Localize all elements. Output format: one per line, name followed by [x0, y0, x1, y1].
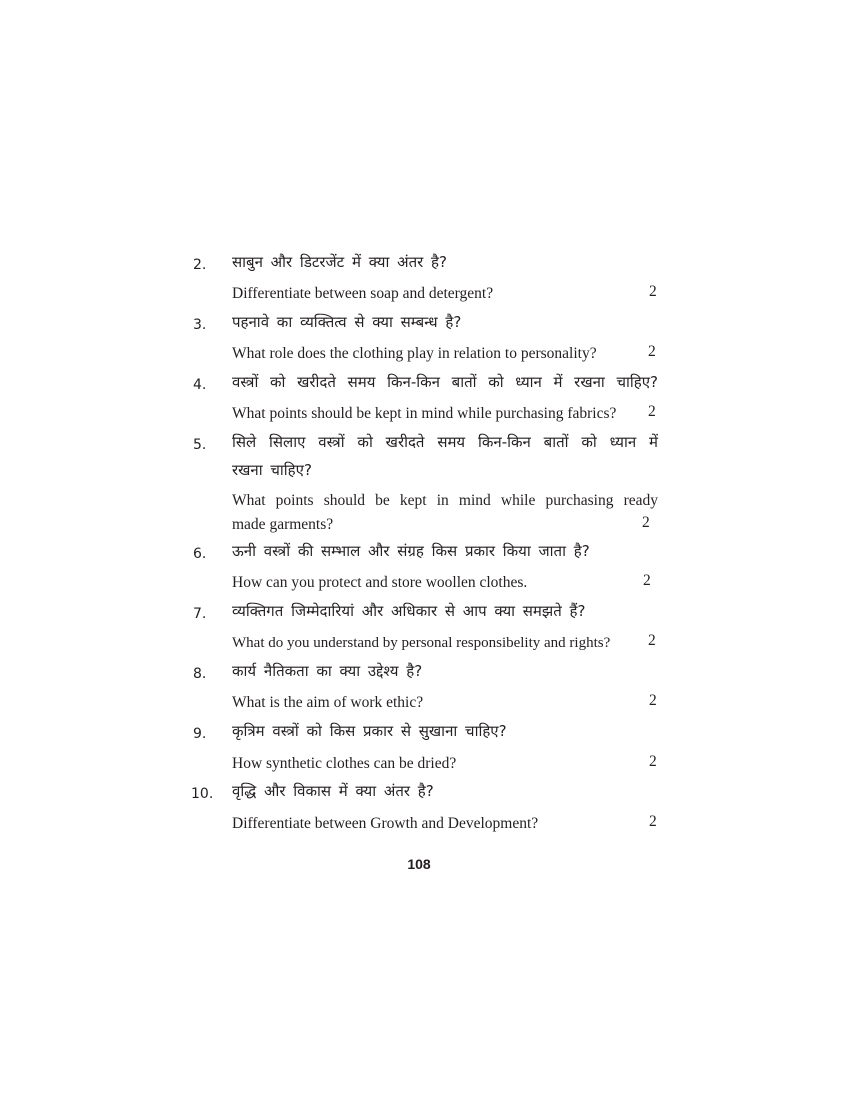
question-hindi: वृद्धि और विकास में क्या अंतर है? — [232, 782, 434, 800]
question-hindi: कृत्रिम वस्त्रों को किस प्रकार से सुखाना चाहिए? — [232, 722, 507, 740]
question-hindi: ऊनी वस्त्रों की सम्भाल और संग्रह किस प्रकार किया जाता है? — [232, 542, 590, 560]
question-hindi: व्यक्तिगत जिम्मेदारियां और अधिकार से आप क्या समझते हैं? — [232, 602, 586, 620]
question-number: 9. — [193, 726, 207, 742]
question-number: 5. — [193, 437, 207, 453]
question-english: How synthetic clothes can be dried? — [232, 755, 457, 772]
question-number: 10. — [191, 786, 214, 802]
question-number: 7. — [193, 606, 207, 622]
question-english: Differentiate between Growth and Development? — [232, 815, 539, 832]
question-hindi-line-2: रखना चाहिए? — [232, 461, 312, 479]
question-marks: 2 — [648, 632, 656, 649]
question-marks: 2 — [649, 692, 657, 709]
question-marks: 2 — [649, 753, 657, 770]
question-hindi: वस्त्रों को खरीदते समय किन-किन बातों को ध्यान में रखना चाहिए? — [232, 373, 658, 391]
question-english: How can you protect and store woollen clothes. — [232, 574, 528, 591]
question-number: 6. — [193, 546, 207, 562]
question-hindi-line-1: सिले सिलाए वस्त्रों को खरीदते समय किन-किन बातों को ध्यान में — [232, 433, 658, 451]
question-marks: 2 — [643, 572, 651, 589]
question-hindi: कार्य नैतिकता का क्या उद्देश्य है? — [232, 662, 423, 680]
question-number: 8. — [193, 666, 207, 682]
page-number: 108 — [407, 856, 431, 872]
question-english: Differentiate between soap and detergent? — [232, 285, 494, 302]
question-number: 3. — [193, 317, 207, 333]
question-marks: 2 — [649, 283, 657, 300]
question-hindi: साबुन और डिटरजेंट में क्या अंतर है? — [232, 253, 447, 271]
question-number: 2. — [193, 257, 207, 273]
question-english: What points should be kept in mind while purchasing fabrics? — [232, 405, 617, 422]
question-english: What role does the clothing play in relation to personality? — [232, 345, 597, 362]
question-english-line-1: What points should be kept in mind while purchasing ready — [232, 492, 658, 509]
question-marks: 2 — [649, 813, 657, 830]
question-english: What is the aim of work ethic? — [232, 694, 424, 711]
question-english-line-2: made garments? — [232, 516, 334, 533]
question-hindi: पहनावे का व्यक्तित्व से क्या सम्बन्ध है? — [232, 313, 462, 331]
question-number: 4. — [193, 377, 207, 393]
question-marks: 2 — [648, 343, 656, 360]
question-english: What do you understand by personal responsibelity and rights? — [232, 635, 611, 651]
question-marks: 2 — [648, 403, 656, 420]
question-marks: 2 — [642, 514, 650, 531]
